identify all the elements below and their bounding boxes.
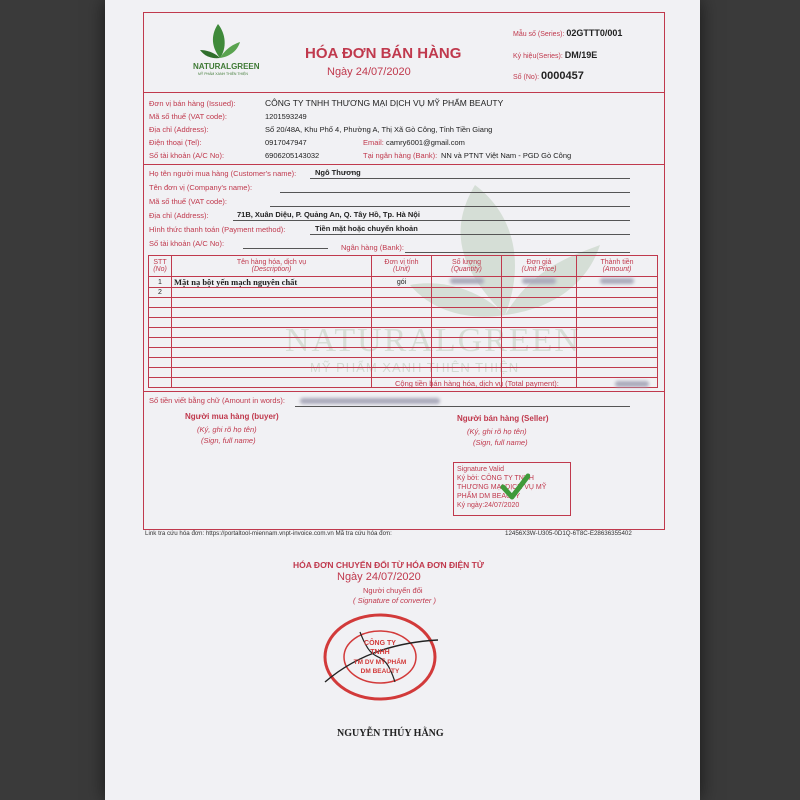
number-value: 0000457 [541,70,584,82]
seller-unit-value: CÔNG TY TNHH THƯƠNG MẠI DỊCH VỤ MỸ PHẨM BEAUTY [265,98,504,108]
watermark-brand: NATURALGREEN [285,322,581,359]
series-value: 02GTTT0/001 [566,28,623,38]
series-label: Mẫu số (Series): [513,31,565,38]
converter-name: NGUYỄN THÚY HẰNG [337,728,444,739]
seller-email-value: camry6001@gmail.com [386,138,465,147]
seller-phone-label: Điện thoại (Tel): [149,138,202,147]
number-label: Số (No): [513,74,540,81]
buyer-sign-sub2: (Sign, full name) [201,436,256,445]
buyer-bank-label: Ngân hàng (Bank): [341,243,404,252]
seller-unit-label: Đơn vị bán hàng (Issued): [149,99,236,108]
watermark-tagline: MỸ PHẨM XANH THIÊN THIỆN [310,360,520,375]
seller-account-label: Số tài khoản (A/C No): [149,151,225,160]
table-header-row [149,256,658,277]
svg-text:CÔNG TY: CÔNG TY [364,640,396,647]
seller-sign-sub2: (Sign, full name) [473,438,528,447]
leaf-logo-icon [200,22,240,60]
lookup-code: 12456X3W-U305-0D1Q-6T8C-E28636355402 [505,530,632,537]
buyer-tax-label: Mã số thuế (VAT code): [149,197,227,206]
seller-sign-sub1: (Ký, ghi rõ họ tên) [467,427,527,436]
buyer-payment-label: Hình thức thanh toán (Payment method): [149,225,286,234]
buyer-name-label: Họ tên người mua hàng (Customer's name): [149,169,297,178]
symbol-label: Ký hiệu(Series): [513,53,563,60]
redacted-amount [600,278,634,284]
col-no: STT (No) [149,256,172,277]
items-table [148,255,658,388]
invoice-paper [105,0,700,800]
buyer-address-value: 71B, Xuân Diệu, P. Quảng An, Q. Tây Hồ, Tp. Hà Nội [237,210,420,219]
col-quantity: Số lượng (Quantity) [432,256,502,277]
table-row: 2 [149,288,658,298]
svg-text:TNHH: TNHH [370,649,390,656]
buyer-sign-title: Người mua hàng (buyer) [185,412,279,421]
seller-phone-value: 0917047947 [265,138,307,147]
converter-date: Ngày 24/07/2020 [337,571,421,583]
buyer-payment-value: Tiền mặt hoặc chuyển khoản [315,224,418,233]
seller-account-value: 6906205143032 [265,151,320,160]
item-description: Mặt nạ bột yến mạch nguyên chất [172,277,372,288]
buyer-address-label: Địa chỉ (Address): [149,211,209,220]
seller-email-label: Email: [363,138,384,147]
logo-brand: NATURALGREEN [193,62,260,71]
seller-address-label: Địa chỉ (Address): [149,125,209,134]
buyer-sign-sub1: (Ký, ghi rõ họ tên) [197,425,257,434]
seller-bank-value: NN và PTNT Việt Nam - PGD Gò Công [441,151,572,160]
company-stamp-icon [320,612,440,702]
converter-sign: ( Signature of converter ) [353,596,436,605]
seller-address-value: Số 20/48A, Khu Phố 4, Phường A, Thị Xã Gò Công, Tỉnh Tiền Giang [265,125,493,134]
redacted-total [615,381,649,387]
svg-text:TM DV MỸ PHẨM: TM DV MỸ PHẨM [353,659,407,666]
converter-title: HÓA ĐƠN CHUYỂN ĐỔI TỪ HÓA ĐƠN ĐIỆN TỬ [293,560,484,570]
redacted-price [522,278,556,284]
total-label: Cộng tiền bán hàng hóa, dịch vụ (Total payment): [395,379,559,388]
seller-tax-value: 1201593249 [265,112,307,121]
seller-bank-label: Tại ngân hàng (Bank): [363,151,438,160]
col-amount: Thành tiền (Amount) [577,256,658,277]
amount-words-label: Số tiền viết bằng chữ (Amount in words): [149,396,285,405]
invoice-date: Ngày 24/07/2020 [327,66,411,78]
invoice-title: HÓA ĐƠN BÁN HÀNG [305,45,462,62]
col-unit: Đơn vị tính (Unit) [372,256,432,277]
col-unit-price: Đơn giá (Unit Price) [502,256,577,277]
seller-sign-title: Người bán hàng (Seller) [457,414,549,423]
converter-person: Người chuyển đổi [363,586,423,595]
valid-check-icon [500,472,530,502]
redacted-quantity [450,278,484,284]
redacted-amount-words [300,398,440,404]
logo-tagline: MỸ PHẨM XANH THIÊN THIỆN [198,72,248,76]
seller-tax-label: Mã số thuế (VAT code): [149,112,227,121]
lookup-text: Link tra cứu hóa đơn: https://portaltool-miennam.vnpt-invoice.com.vn Mã tra cứu hóa đơn: [145,530,392,537]
svg-text:DM BEAUTY: DM BEAUTY [360,668,400,675]
table-row: 1 Mặt nạ bột yến mạch nguyên chất gói [149,277,658,288]
buyer-company-label: Tên đơn vị (Company's name): [149,183,253,192]
symbol-value: DM/19E [564,50,598,60]
col-description: Tên hàng hóa, dịch vụ (Description) [172,256,372,277]
digital-signature-box: Signature Valid Ký bởi: CÔNG TY TNHH THƯƠNG MẠI DỊCH VỤ MỸ PHẨM DM BEAUTY Ký ngày:24/07/2020 [453,462,571,516]
buyer-name-value: Ngô Thương [315,168,361,177]
buyer-account-label: Số tài khoản (A/C No): [149,239,225,248]
